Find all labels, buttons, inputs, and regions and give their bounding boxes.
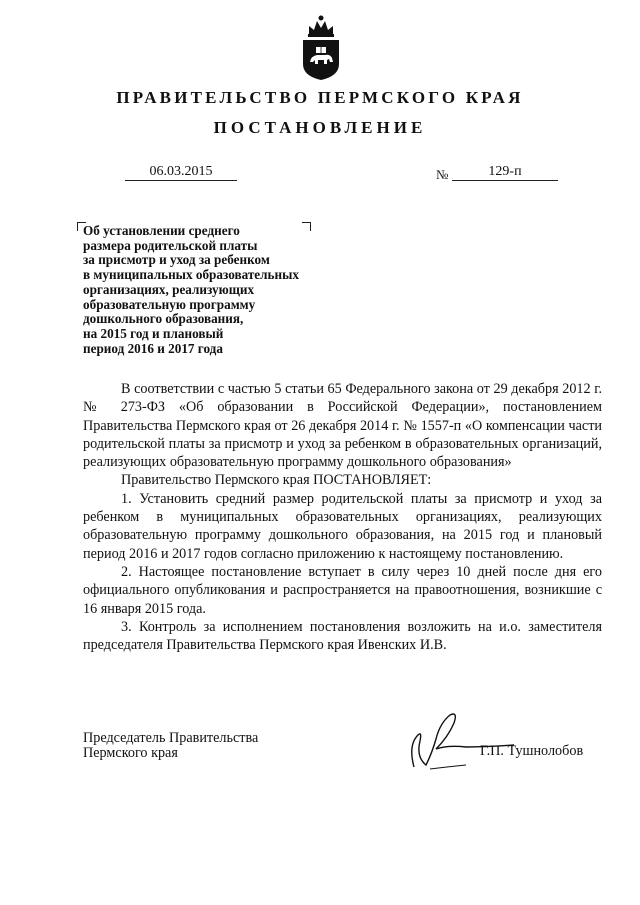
coat-of-arms-icon bbox=[297, 12, 345, 82]
subject-line: образовательную программу bbox=[83, 296, 256, 312]
subject-line: за присмотр и уход за ребенком bbox=[83, 252, 270, 268]
subject-line: организациях, реализующих bbox=[83, 281, 255, 297]
document-type: ПОСТАНОВЛЕНИЕ bbox=[213, 118, 427, 137]
signatory-title-line: Пермского края bbox=[83, 745, 178, 761]
subject-line: период 2016 и 2017 года bbox=[83, 340, 223, 356]
subject-line: размера родительской платы bbox=[83, 237, 258, 253]
subject-line: в муниципальных образовательных bbox=[83, 267, 300, 283]
clause-1-paragraph: 1. Установить средний размер родительской платы за присмотр и уход за ребенком в муниципальных образовательных организациях, реализующих образовательную программу дошкольного образования, на 2015 год и плановый период 2016 и 2017 годов согласно приложению к настоящему постановлению. bbox=[83, 490, 602, 562]
government-title: ПРАВИТЕЛЬСТВО ПЕРМСКОГО КРАЯ bbox=[116, 88, 524, 107]
subject-line: на 2015 год и плановый bbox=[83, 325, 224, 341]
decree-body bbox=[83, 380, 602, 654]
decree-number: 129-п bbox=[452, 163, 558, 181]
number-sign: № bbox=[436, 167, 449, 182]
clause-3-paragraph: 3. Контроль за исполнением постановления возложить на и.о. заместителя председателя Правительства Пермского края Ивенских И.В. bbox=[83, 618, 602, 654]
signer-name: Г.П. Тушнолобов bbox=[480, 743, 584, 759]
signatory-title bbox=[83, 731, 258, 761]
clause-2-paragraph: 2. Настоящее постановление вступает в силу через 10 дней после дня его официального опубликования и распространяется на правоотношения, возникшие с 16 января 2015 года. bbox=[83, 563, 602, 617]
subject-line: Об установлении среднего bbox=[83, 223, 240, 238]
decree-subject bbox=[83, 224, 353, 356]
resolution-paragraph: Правительство Пермского края ПОСТАНОВЛЯЕТ: bbox=[121, 472, 432, 489]
handwritten-signature-icon bbox=[396, 705, 516, 777]
signatory-title-line: Председатель Правительства bbox=[83, 730, 259, 746]
decree-date: 06.03.2015 bbox=[125, 163, 237, 181]
preamble-paragraph: В соответствии с частью 5 статьи 65 Федерального закона от 29 декабря 2012 г. № 273-ФЗ «Об образовании в Российской Федерации», постановлением Правительства Пермского края от 26 декабря 2014 г. № 1557-п «О компенсации части родительской платы за присмотр и уход за ребенком в образовательных организаций, реализующих образовательную программу дошкольного образования» bbox=[83, 381, 602, 471]
subject-line: дошкольного образования, bbox=[83, 311, 244, 327]
